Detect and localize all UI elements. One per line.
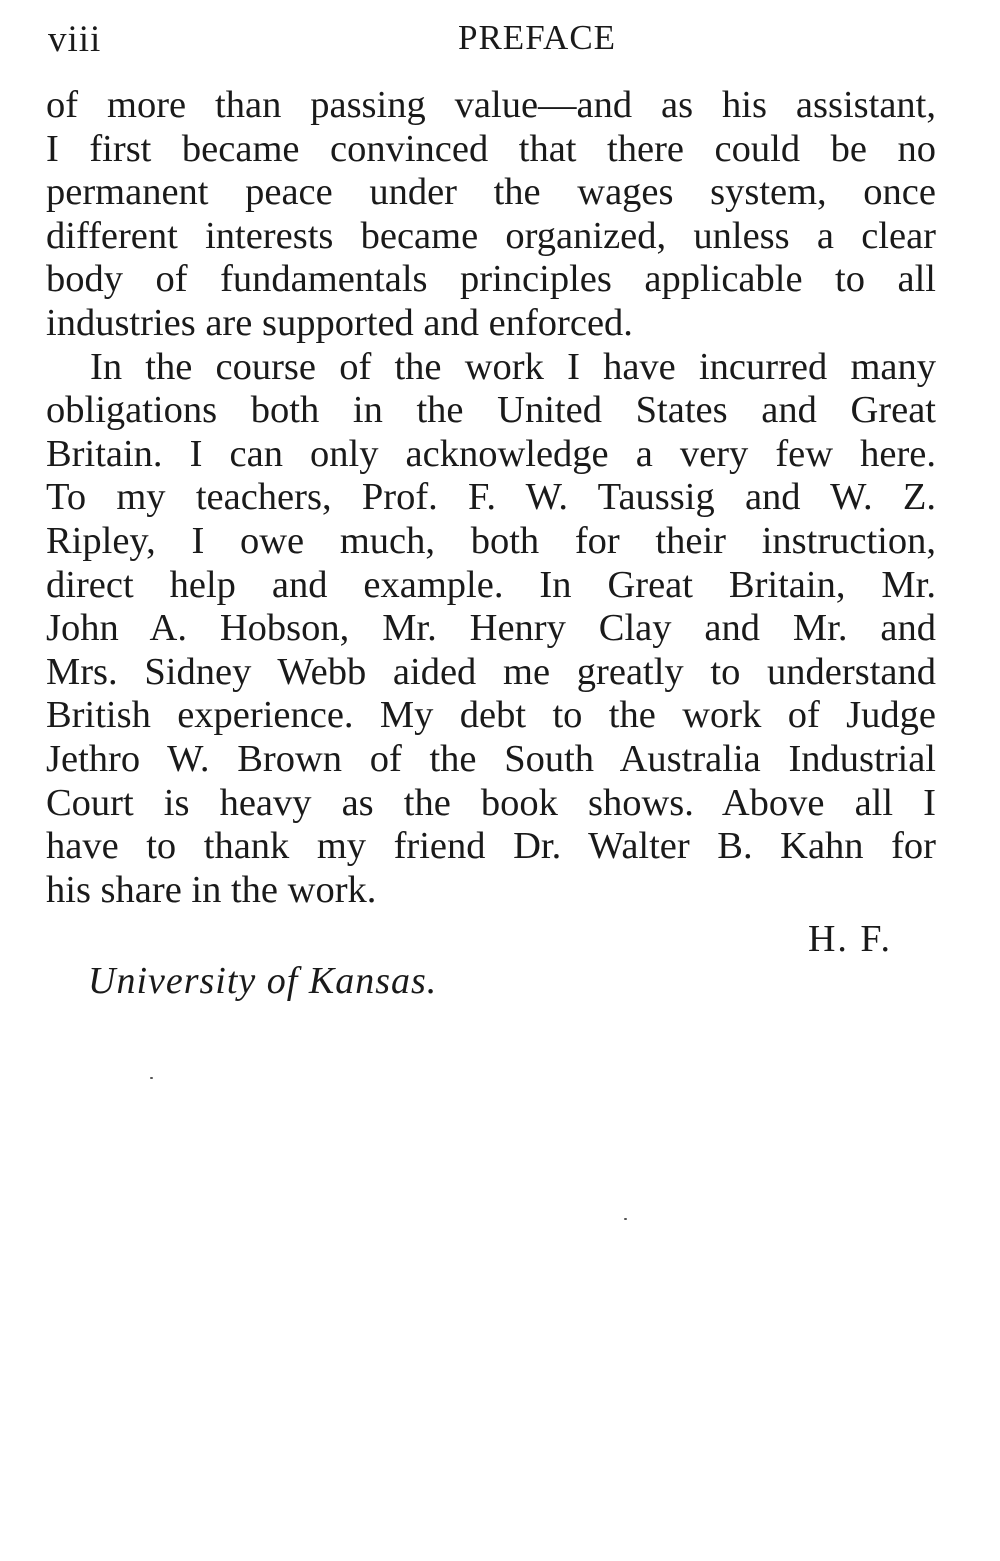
text-line: different interests became organized, unless a clear xyxy=(46,214,936,257)
text-line: permanent peace under the wages system, once xyxy=(46,171,936,214)
text-line: have to thank my friend Dr. Walter B. Kahn for xyxy=(46,825,936,868)
text-line: To my teachers, Prof. F. W. Taussig and W. Z. xyxy=(46,476,936,519)
paragraph-1 xyxy=(46,84,936,346)
page-header xyxy=(48,14,936,64)
paragraph-2 xyxy=(46,346,936,913)
author-initials: H. F. xyxy=(807,918,892,960)
text-line: John A. Hobson, Mr. Henry Clay and Mr. and xyxy=(46,607,936,650)
running-head: PREFACE xyxy=(458,18,617,57)
text-line: body of fundamentals principles applicable to all xyxy=(46,258,936,301)
print-speck xyxy=(150,1077,153,1079)
preface-body xyxy=(46,84,936,912)
text-line: Jethro W. Brown of the South Australia Industrial xyxy=(46,737,936,780)
text-line: Ripley, I owe much, both for their instruction, xyxy=(46,519,936,562)
text-line: I first became convinced that there could be no xyxy=(46,127,936,170)
text-line: Britain. I can only acknowledge a very few here. xyxy=(46,432,936,475)
text-line: direct help and example. In Great Britain, Mr. xyxy=(46,563,936,606)
text-line: British experience. My debt to the work of Judge xyxy=(46,694,936,737)
text-line: of more than passing value—and as his assistant, xyxy=(46,84,936,126)
text-line: Court is heavy as the book shows. Above all I xyxy=(46,781,936,824)
text-line: Mrs. Sidney Webb aided me greatly to understand xyxy=(46,650,936,693)
text-line: In the course of the work I have incurred many xyxy=(90,345,936,388)
page-number: viii xyxy=(48,19,102,60)
print-speck xyxy=(624,1218,627,1220)
text-line: obligations both in the United States and Great xyxy=(46,389,936,432)
author-affiliation: University of Kansas. xyxy=(88,960,438,1002)
text-line: his share in the work. xyxy=(46,868,377,911)
text-line: industries are supported and enforced. xyxy=(46,301,633,344)
